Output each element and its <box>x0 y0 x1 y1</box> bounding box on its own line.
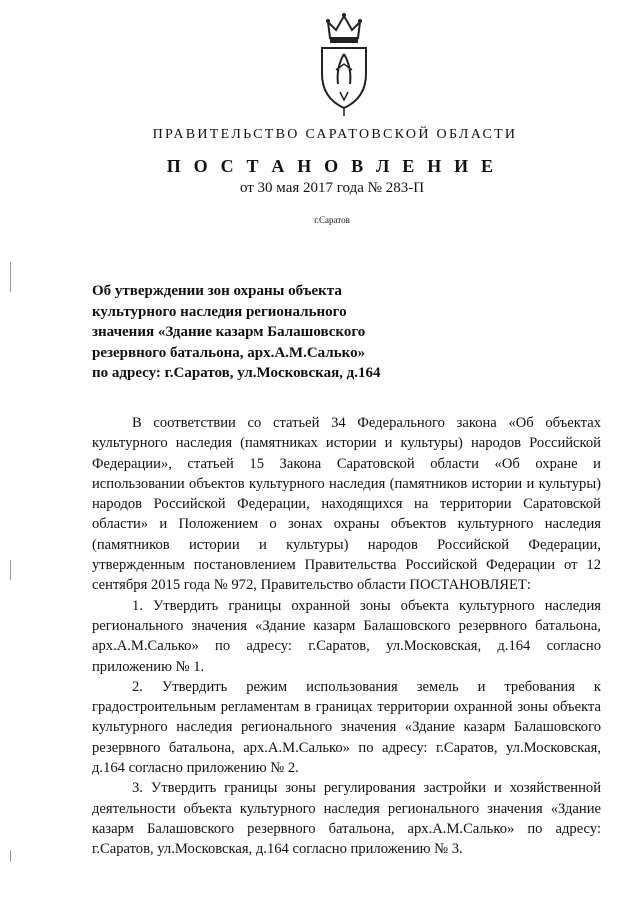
scan-margin-mark <box>10 262 11 292</box>
document-city: г.Саратов <box>314 215 350 225</box>
document-subject <box>92 281 472 384</box>
preamble-paragraph: В соответствии со статьей 34 Федерального закона «Об объектах культурного наследия (памятниках истории и культуры) народов Российской Федерации», статьей 15 Закона Саратовской области «Об охране и использовании объектов культурного наследия (памятников истории и культуры) народов Российской Федерации, находящихся на территории Саратовской области» и Положением о зонах охраны объектов культурного наследия (памятников истории и культуры) народов Российской Федерации, утвержденным постановлением Правительства Российской Федерации от 12 сентября 2015 года № 972, Правительство области ПОСТАНОВЛЯЕТ: <box>92 415 601 594</box>
subject-line: Об утверждении зон охраны объекта <box>92 283 342 299</box>
subject-line: по адресу: г.Саратов, ул.Московская, д.164 <box>92 365 381 381</box>
document-type-title: П О С Т А Н О В Л Е Н И Е <box>166 156 498 176</box>
document-date-number: от 30 мая 2017 года № 283-П <box>239 180 425 196</box>
scan-margin-mark <box>10 560 11 580</box>
clause-2-paragraph: 2. Утвердить режим использования земель и требования к градостроительным регламентам в границах территории охранной зоны объекта культурного наследия регионального значения «Здание казарм Балашовского резервного батальона, арх.А.М.Салько» по адресу: г.Саратов, ул.Московская, д.164 согласно приложению № 2. <box>92 678 601 777</box>
clause-3-paragraph: 3. Утвердить границы зоны регулирования застройки и хозяйственной деятельности объекта культурного наследия регионального значения «Здание казарм Балашовского резервного батальона, арх.А.М.Салько» по адресу: г.Саратов, ул.Московская, д.164 согласно приложению № 3. <box>92 780 601 858</box>
subject-line: резервного батальона, арх.А.М.Салько» <box>92 344 366 361</box>
saratov-coat-of-arms-icon <box>314 12 374 120</box>
clause-1-paragraph: 1. Утвердить границы охранной зоны объекта культурного наследия регионального значения «Здание казарм Балашовского резервного батальона, арх.А.М.Салько» по адресу: г.Саратов, ул.Московская, д.164 согласно приложению № 1. <box>92 597 601 675</box>
subject-line: значения «Здание казарм Балашовского <box>92 324 366 340</box>
subject-line: культурного наследия регионального <box>92 303 347 320</box>
document-body <box>92 413 601 860</box>
government-name: ПРАВИТЕЛЬСТВО САРАТОВСКОЙ ОБЛАСТИ <box>152 127 518 142</box>
scan-margin-mark <box>10 850 11 862</box>
